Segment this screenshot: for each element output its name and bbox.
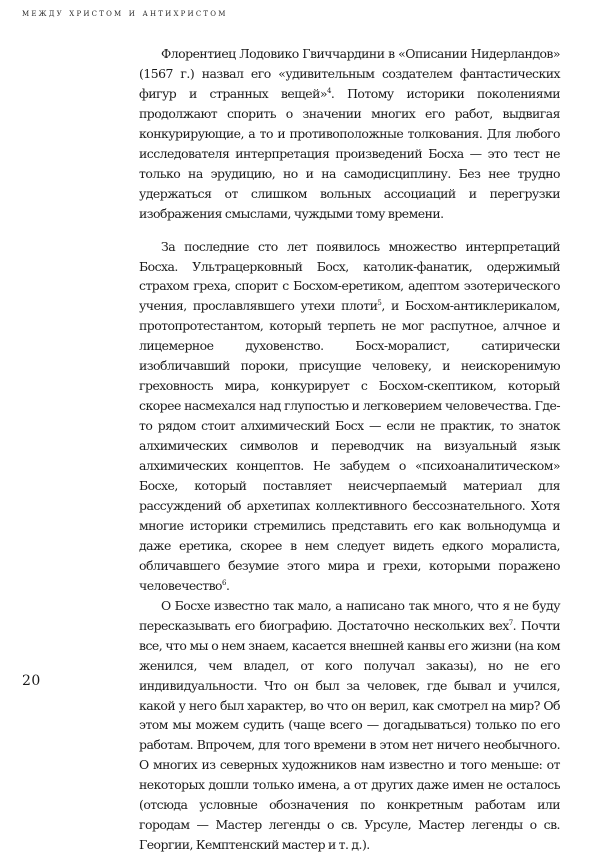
text-run: . xyxy=(225,577,230,593)
paragraph xyxy=(139,596,560,855)
footnote-ref[interactable]: 5 xyxy=(377,299,382,308)
footnote-ref[interactable]: 7 xyxy=(508,618,513,627)
paragraph xyxy=(139,44,560,224)
page-number: 20 xyxy=(22,673,41,689)
footnote-ref[interactable]: 4 xyxy=(326,86,331,95)
text-run: . Потому историки поколениями продолжают спорить о значении многих его работ, выдвигая конкурирующие, а то и противоположные толкования. Для любого исследователя интерпретация произведений Босха — это тест не только на эрудицию, но и на самодисциплину. Без нее трудно удержаться от слишком вольных ассоциаций и перегрузки изображения смыслами, чуждыми тому времени. xyxy=(139,85,560,221)
footnote-ref[interactable]: 6 xyxy=(222,578,226,587)
running-header: между христом и антихристом xyxy=(22,8,228,19)
text-run: О Босхе известно так мало, а написано так много, что я не буду пересказывать его биографию. Достаточно нескольких вех xyxy=(139,597,560,633)
text-run: . Почти все, что мы о нем знаем, касается внешней канвы его жизни (на ком женился, чем владел, от кого получал заказы), но не его индивидуальности. Что он был за человек, где бывал и учился, какой у него был характер, во что он верил, как смотрел на мир? Об этом мы можем судить (чаще всего — догадываться) только по его работам. Впрочем, для того времени в этом нет ничего необычного. О многих из северных художников нам известно и того меньше: от некоторых дошли только имена, а от других даже имен не осталось (отсюда условные обозначения по конкретным работам или городам — Мастер легенды о св. Урсуле, Мастер легенды о св. Георгии, Кемптенский мастер и т. д.). xyxy=(139,617,560,853)
paragraph xyxy=(139,237,560,596)
body-text xyxy=(139,44,560,855)
text-run: Флорентиец Лодовико Гвиччардини в «Описании Нидерландов» (1567 г.) назвал его «удивительным создателем фантастических фигур и странных вещей» xyxy=(139,46,560,101)
text-run: За последние сто лет появилось множество интерпретаций Босха. Ультрацерковный Босх, католик-фанатик, одержимый страхом греха, спорит с Босхом-еретиком, адептом эзотерического учения, прославлявшего утехи плоти xyxy=(139,238,560,314)
text-run: , и Босхом-антиклерикалом, протопротестантом, который терпеть не мог распутное, алчное и лицемерное духовенство. Босх-моралист, сатирически изобличавший пороки, присущие человеку, и неискоренимую греховность мира, конкурирует с Босхом-скептиком, который скорее насмехался над глупостью и легковерием человечества. Где-то рядом стоит алхимический Босх — если не практик, то знаток алхимических символов и переводчик на визуальный язык алхимических концептов. Не забудем о «психоаналитическом» Босхе, который поставляет неисчерпаемый материал для рассуждений об архетипах коллективного бессознательного. Хотя многие историки стремились представить его как вольнодумца и даже еретика, скорее в нем следует видеть едкого моралиста, обличавшего безумие этого мира и грехи, которыми поражено человечество xyxy=(139,298,560,593)
